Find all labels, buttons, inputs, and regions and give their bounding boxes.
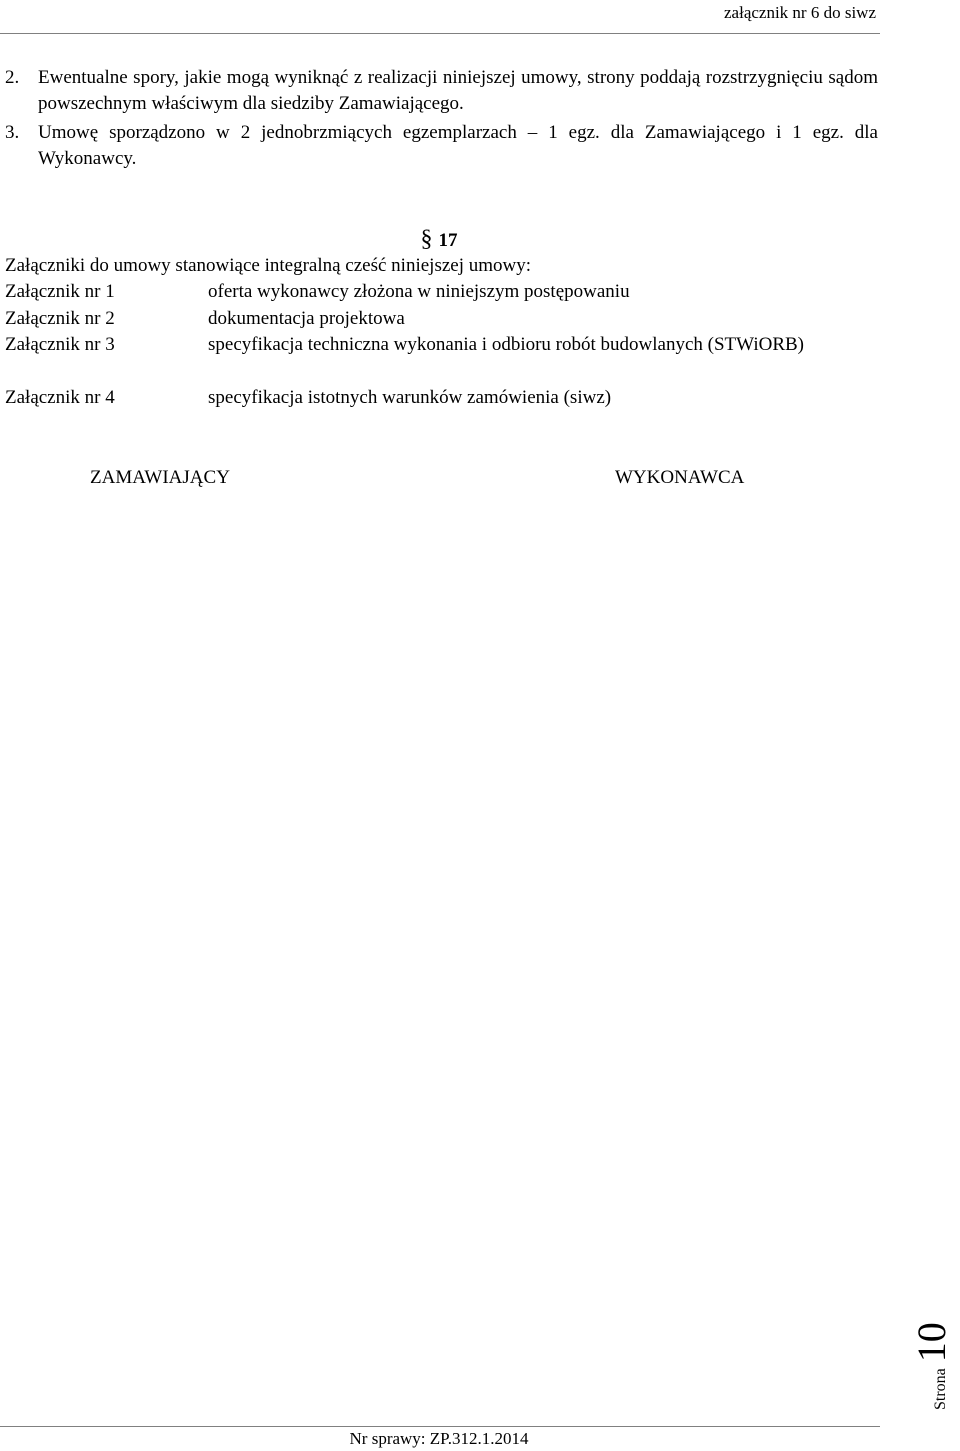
header-divider [0, 33, 880, 34]
section-heading [0, 226, 878, 253]
attachment-label: Załącznik nr 1 [5, 281, 115, 302]
signature-ordering-party: ZAMAWIAJĄCY [90, 467, 230, 488]
header-attachment-reference: załącznik nr 6 do siwz [724, 3, 876, 22]
footer-case-number: Nr sprawy: ZP.312.1.2014 [349, 1429, 529, 1448]
page-number: 10 [909, 1322, 954, 1363]
attachment-description: specyfikacja istotnych warunków zamówienia (siwz) [208, 387, 612, 408]
clause-item-2 [5, 65, 878, 117]
signature-contractor: WYKONAWCA [615, 467, 745, 488]
attachment-label: Załącznik nr 4 [5, 387, 115, 408]
section-sign-symbol: § [420, 226, 433, 252]
clause-text: Umowę sporządzono w 2 jednobrzmiących egzemplarzach – 1 egz. dla Zamawiającego i 1 egz. dla Wykonawcy. [38, 122, 878, 169]
attachment-description: oferta wykonawcy złożona w niniejszym postępowaniu [208, 281, 630, 302]
attachment-label: Załącznik nr 3 [5, 334, 115, 355]
section-number: 17 [438, 230, 458, 251]
page-label: Strona [932, 1368, 949, 1410]
clause-item-3 [5, 120, 878, 172]
attachment-row [5, 279, 878, 305]
attachment-description: specyfikacja techniczna wykonania i odbioru robót budowlanych (STWiORB) [208, 334, 804, 355]
clause-text: Ewentualne spory, jakie mogą wyniknąć z realizacji niniejszej umowy, strony poddają rozstrzygnięciu sądom powszechnym właściwym dla siedziby Zamawiającego. [38, 67, 878, 114]
attachments-intro: Załączniki do umowy stanowiące integralną cześć niniejszej umowy: [5, 255, 532, 276]
attachment-description: dokumentacja projektowa [208, 308, 405, 329]
attachment-label: Załącznik nr 2 [5, 308, 115, 329]
attachment-row [5, 385, 878, 411]
clause-number: 2. [5, 67, 20, 88]
attachment-row [5, 332, 878, 358]
footer-divider [0, 1426, 880, 1427]
attachment-row [5, 306, 878, 332]
clause-number: 3. [5, 122, 20, 143]
page-number-margin [908, 1300, 960, 1410]
